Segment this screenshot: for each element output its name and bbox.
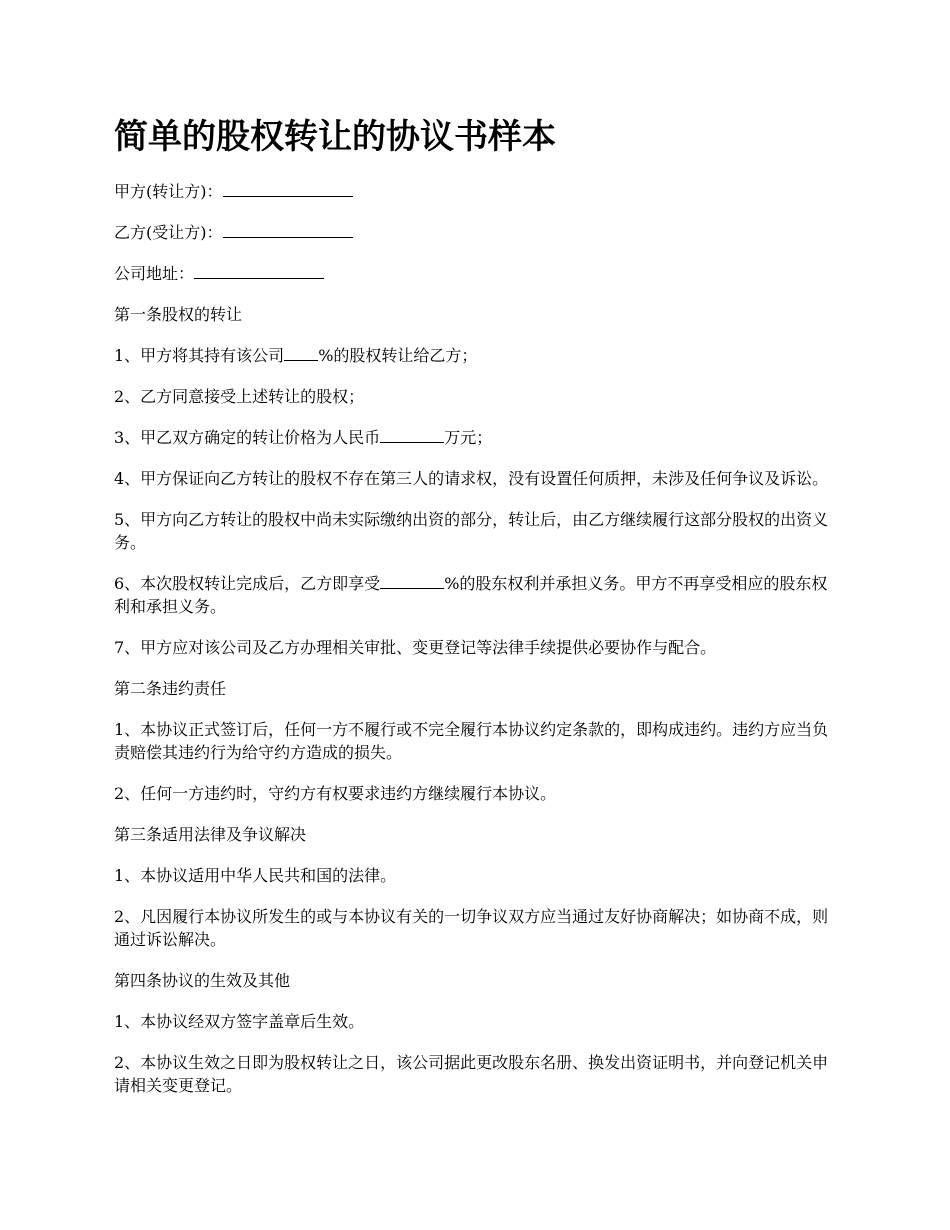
article1-item5: 5、甲方向乙方转让的股权中尚未实际缴纳出资的部分，转让后，由乙方继续履行这部分股权的出资义务。 [114,510,829,552]
party-a-blank [223,182,353,197]
article1-item6-pre: 6、本次股权转让完成后，乙方即享受 [114,574,381,593]
article1-item1 [114,344,834,367]
article1-item2: 2、乙方同意接受上述转让的股权； [114,387,365,406]
company-address-blank [194,264,324,279]
price-blank [380,428,444,443]
article2-item1: 1、本协议正式签订后，任何一方不履行或不完全履行本协议约定条款的，即构成违约。违约方应当负责赔偿其违约行为给守约方造成的损失。 [114,720,829,762]
party-b-label: 乙方(受让方)： [114,223,223,242]
article1-item1-post: %的股权转让给乙方； [318,346,478,365]
company-address-line [114,262,834,285]
company-address-label: 公司地址： [114,264,195,283]
document-title: 简单的股权转让的协议书样本 [114,117,556,157]
article1-item6 [114,572,834,618]
article3-item2: 2、凡因履行本协议所发生的或与本协议有关的一切争议双方应当通过友好协商解决；如协商不成，则通过诉讼解决。 [114,907,829,949]
article4-heading: 第四条协议的生效及其他 [114,971,291,990]
article1-item7: 7、甲方应对该公司及乙方办理相关审批、变更登记等法律手续提供必要协作与配合。 [114,638,717,657]
article3-heading: 第三条适用法律及争议解决 [114,825,307,844]
article1-item1-pre: 1、甲方将其持有该公司 [114,346,285,365]
party-b-line [114,221,834,244]
party-a-line [114,180,834,203]
article2-heading: 第二条违约责任 [114,679,227,698]
article1-item3-post: 万元； [444,428,493,447]
document-page [114,108,834,1115]
party-b-blank [223,223,353,238]
party-a-label: 甲方(转让方)： [114,182,223,201]
article1-heading: 第一条股权的转让 [114,305,243,324]
article2-item2: 2、任何一方违约时，守约方有权要求违约方继续履行本协议。 [114,784,557,803]
article1-item6-post: %的股东权利并承担义务。甲方不再享受相应的股东权利和承担义务。 [114,574,828,616]
article1-item4: 4、甲方保证向乙方转让的股权不存在第三人的请求权，没有设置任何质押，未涉及任何争议及诉讼。 [114,469,829,488]
share-percent-blank [284,346,318,361]
article1-item3 [114,426,834,449]
article3-item1: 1、本协议适用中华人民共和国的法律。 [114,866,397,885]
article1-item3-pre: 3、甲乙双方确定的转让价格为人民币 [114,428,381,447]
article4-item1: 1、本协议经双方签字盖章后生效。 [114,1012,365,1031]
rights-percent-blank [380,574,444,589]
article4-item2: 2、本协议生效之日即为股权转让之日，该公司据此更改股东名册、换发出资证明书，并向登记机关申请相关变更登记。 [114,1053,829,1095]
